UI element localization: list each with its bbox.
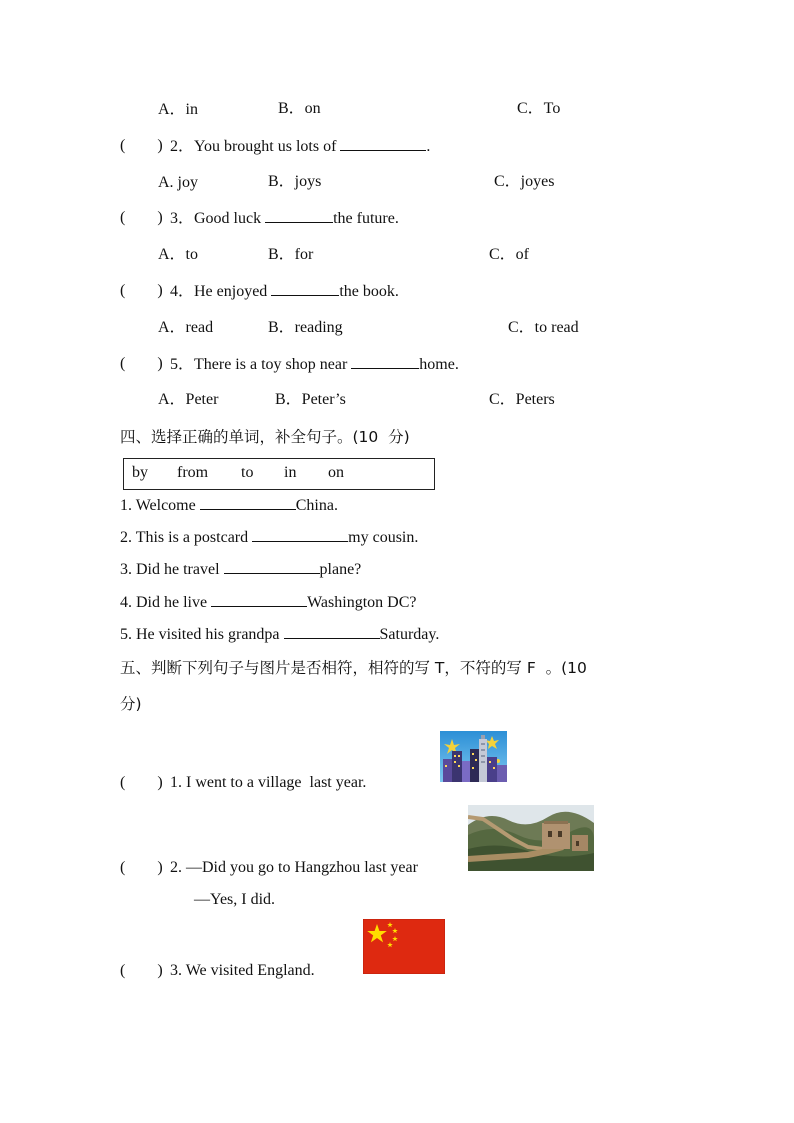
judge-2-answer: —Yes, I did. — [194, 891, 276, 908]
sentence-3-blank[interactable] — [224, 559, 320, 574]
judge-3-sentence: 3. We visited England. — [170, 962, 315, 979]
q2-blank[interactable] — [340, 136, 426, 151]
q1-option-a: A．in — [158, 101, 199, 118]
section4-heading: 四、选择正确的单词，补全句子。(10 分) — [120, 428, 410, 446]
q5-option-a: A．Peter — [158, 391, 219, 408]
q4-option-a: A．read — [158, 319, 214, 336]
q5-option-b: B．Peter’s — [275, 391, 346, 408]
sentence-2-blank[interactable] — [252, 527, 348, 542]
q4-question: 4．He enjoyed the book. — [170, 283, 399, 300]
q5-answer-paren[interactable]: ( ) — [120, 355, 163, 372]
section5-heading: 五、判断下列句子与图片是否相符，相符的写 T，不符的写 F 。(10 — [120, 659, 587, 677]
sentence-1-blank[interactable] — [200, 495, 296, 510]
q4-answer-paren[interactable]: ( ) — [120, 282, 163, 299]
fill-sentence-4: 4. Did he live Washington DC? — [120, 594, 417, 611]
q5-blank[interactable] — [351, 354, 419, 369]
word-bank-item: from — [177, 464, 209, 481]
china-flag-image — [363, 919, 445, 974]
q3-question: 3．Good luck the future. — [170, 210, 399, 227]
fill-sentence-3: 3. Did he travel plane? — [120, 561, 362, 578]
word-bank-item: in — [284, 464, 297, 481]
q2-option-a: A. joy — [158, 174, 198, 191]
q2-option-b: B．joys — [268, 173, 322, 190]
q1-option-b: B．on — [278, 100, 321, 117]
word-bank-item: to — [241, 464, 254, 481]
word-bank — [123, 458, 435, 490]
judge-1-sentence: 1. I went to a village last year. — [170, 774, 367, 791]
great-wall-image — [468, 805, 594, 871]
q3-option-a: A．to — [158, 246, 199, 263]
word-bank-item: on — [328, 464, 344, 481]
city-skyline-image — [440, 731, 507, 782]
judge-3-paren[interactable]: ( ) — [120, 962, 163, 979]
q2-answer-paren[interactable]: ( ) — [120, 137, 163, 154]
sentence-4-blank[interactable] — [211, 592, 307, 607]
q2-option-c: C．joyes — [494, 173, 555, 190]
q5-question: 5．There is a toy shop near home. — [170, 356, 459, 373]
q3-answer-paren[interactable]: ( ) — [120, 209, 163, 226]
q3-blank[interactable] — [265, 208, 333, 223]
judge-1-paren[interactable]: ( ) — [120, 774, 163, 791]
judge-2-paren[interactable]: ( ) — [120, 859, 163, 876]
q4-option-c: C．to read — [508, 319, 579, 336]
q3-option-c: C．of — [489, 246, 530, 263]
judge-2-question: 2. —Did you go to Hangzhou last year — [170, 859, 418, 876]
section5-heading-cont: 分) — [120, 695, 142, 713]
q5-option-c: C．Peters — [489, 391, 555, 408]
sentence-5-blank[interactable] — [284, 624, 380, 639]
fill-sentence-1: 1. Welcome China. — [120, 497, 338, 514]
q1-option-c: C．To — [517, 100, 561, 117]
q4-blank[interactable] — [271, 281, 339, 296]
fill-sentence-2: 2. This is a postcard my cousin. — [120, 529, 419, 546]
q2-question: 2．You brought us lots of . — [170, 138, 431, 155]
q3-option-b: B．for — [268, 246, 314, 263]
q4-option-b: B．reading — [268, 319, 343, 336]
word-bank-item: by — [132, 464, 148, 481]
fill-sentence-5: 5. He visited his grandpa Saturday. — [120, 626, 440, 643]
